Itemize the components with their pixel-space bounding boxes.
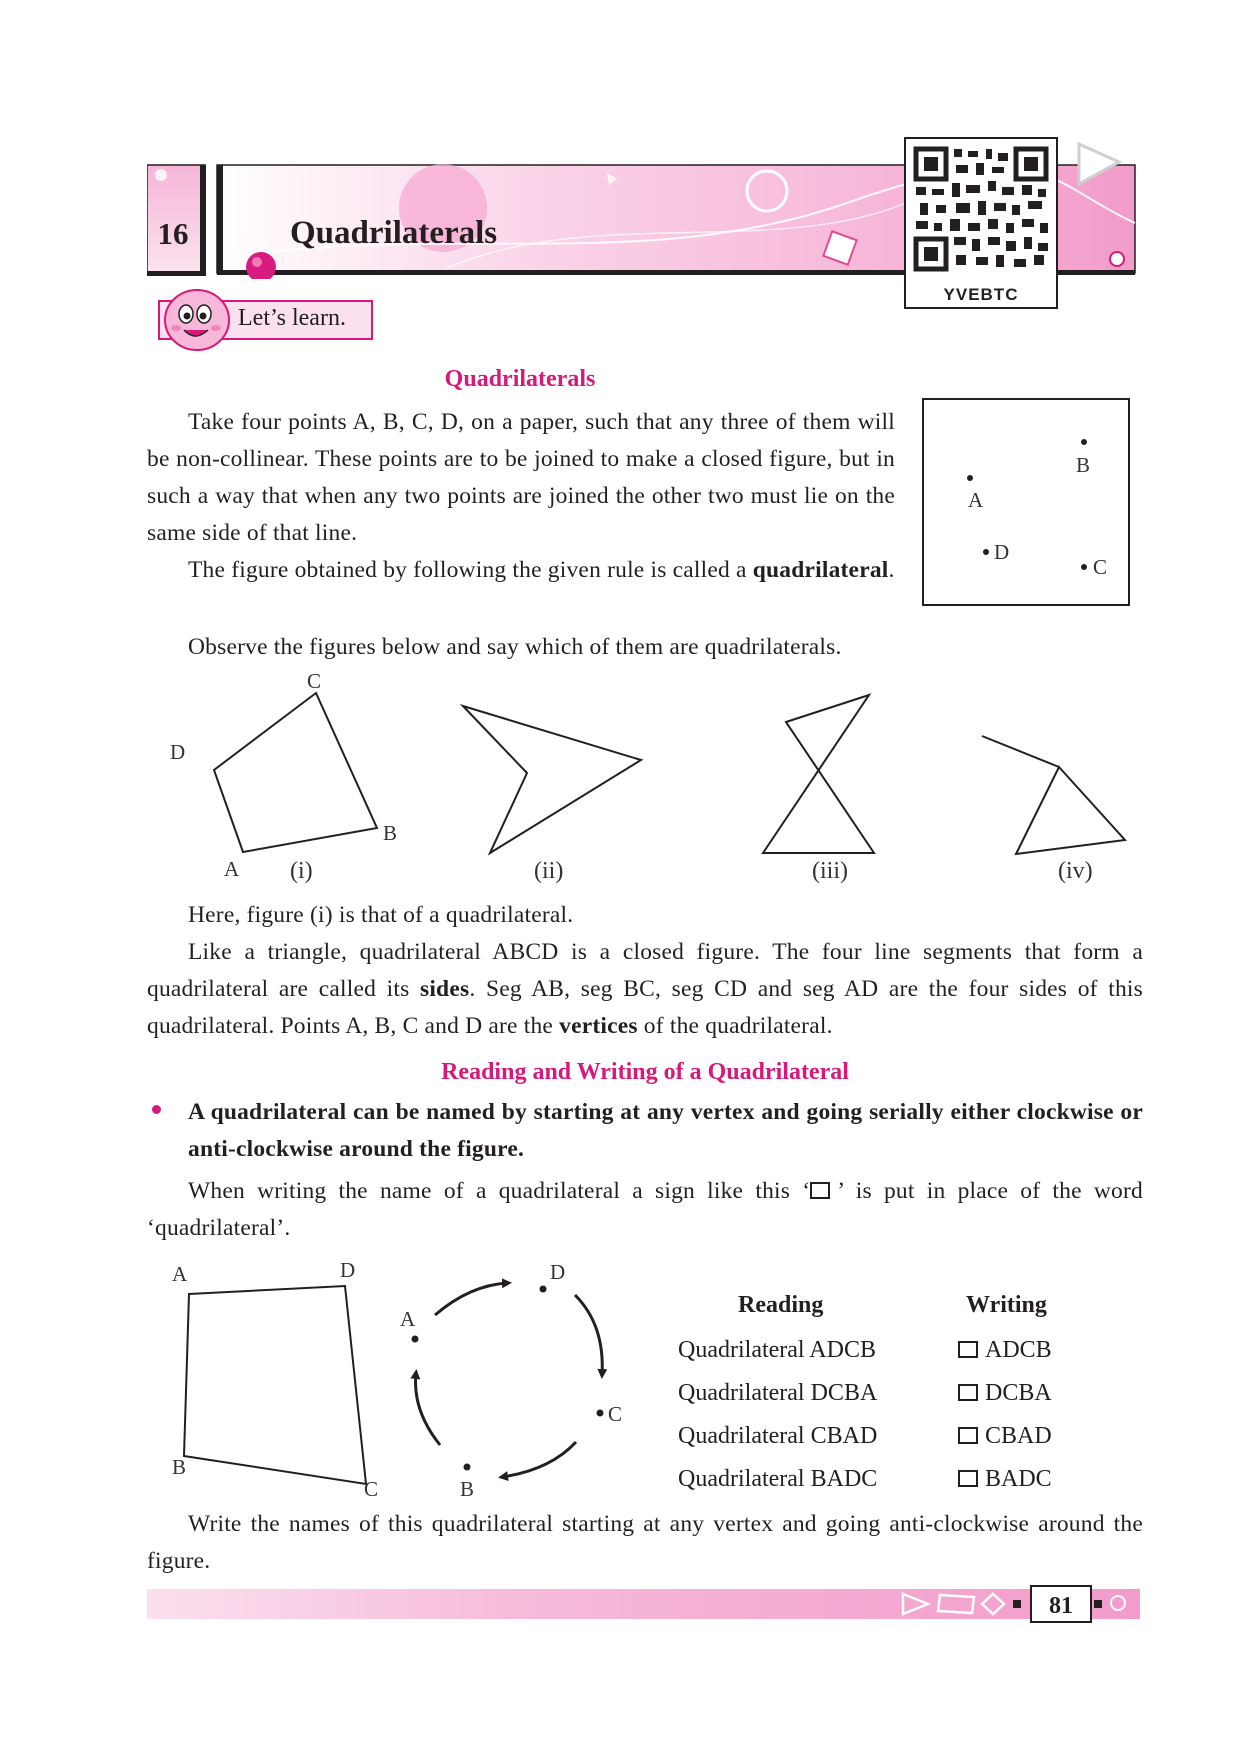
- definition-term: quadrilateral: [752, 557, 889, 583]
- table-row-reading: Quadrilateral CBAD: [678, 1423, 878, 1449]
- figures-row: [140, 660, 1140, 870]
- observe-instruction: Observe the figures below and say which of them are quadrilaterals.: [188, 634, 842, 660]
- sides-text-a: Like a triangle, quadrilateral ABCD is a closed figure. The four line segments that form a quadrilateral are called its: [147, 939, 1143, 1002]
- definition-text-prefix: The figure obtained by following the given rule is called a: [188, 557, 753, 583]
- point-label-a: A: [968, 488, 984, 512]
- sign-text-b: ’ is put in place of the word ‘quadrilateral’.: [147, 1178, 1143, 1241]
- diamond-shape-icon: [982, 1594, 1004, 1614]
- qr-code[interactable]: [904, 137, 1058, 309]
- section-heading-quadrilaterals: Quadrilaterals: [444, 366, 596, 392]
- exercise-instruction: Write the names of this quadrilateral starting at any vertex and going anti-clockwise around the figure.: [147, 1511, 1143, 1574]
- answer-text: Here, figure (i) is that of a quadrilateral.: [188, 902, 574, 928]
- chapter-number: 16: [157, 216, 189, 251]
- table-header-reading: Reading: [738, 1292, 824, 1318]
- table-row-writing-text: BADC: [985, 1466, 1052, 1492]
- section-heading-reading-writing: Reading and Writing of a Quadrilateral: [441, 1059, 849, 1085]
- footer-end-square: [1094, 1600, 1102, 1608]
- table-row-reading: Quadrilateral ADCB: [678, 1337, 876, 1363]
- figure-caption-iii: (iii): [812, 858, 848, 884]
- sides-vertices-paragraph: [147, 934, 1143, 1045]
- points-box: [922, 398, 1130, 606]
- quadrilateral-sign-icon: [958, 1470, 978, 1487]
- page-number: 81: [1030, 1585, 1092, 1623]
- table-row-reading: Quadrilateral DCBA: [678, 1380, 878, 1406]
- triangle-shape-icon: [903, 1594, 928, 1614]
- quadrilateral-sign-icon: [958, 1341, 978, 1358]
- lets-learn-label: Let’s learn.: [238, 305, 346, 331]
- chapter-title: Quadrilaterals: [290, 215, 498, 251]
- qr-code-pattern: [906, 139, 1056, 279]
- table-row-writing-text: ADCB: [985, 1337, 1052, 1363]
- figure-i-label-c: C: [307, 669, 322, 693]
- bullet-dot: [152, 1105, 161, 1114]
- rectangle-shape-icon: [938, 1595, 974, 1613]
- table-header-writing: Writing: [966, 1292, 1047, 1318]
- figure-i-label-d: D: [170, 740, 186, 764]
- table-row-writing-text: CBAD: [985, 1423, 1052, 1449]
- quad-label-b: B: [172, 1455, 187, 1479]
- sign-paragraph: [147, 1173, 1143, 1247]
- point-label-c: C: [1093, 555, 1108, 579]
- figure-i-quadrilateral: [214, 693, 377, 852]
- quad-label-d: D: [340, 1258, 356, 1282]
- quad-label-c: C: [364, 1477, 379, 1501]
- quadrilateral-sign-icon: [810, 1182, 830, 1199]
- table-row-writing: [958, 1380, 1052, 1407]
- cycle-label-c: C: [608, 1402, 623, 1426]
- smiley-face-icon: [162, 288, 232, 352]
- qr-code-text: YVEBTC: [943, 285, 1019, 304]
- quad-label-a: A: [172, 1262, 188, 1286]
- definition-paragraph: [147, 552, 895, 589]
- point-label-d: D: [994, 540, 1010, 564]
- clockwise-cycle-figure: [390, 1265, 650, 1505]
- footer-end-circle: [1110, 1595, 1126, 1611]
- table-row-writing: [958, 1466, 1052, 1493]
- figure-caption-iv: (iv): [1058, 858, 1093, 884]
- vertices-term: vertices: [559, 1013, 638, 1039]
- figure-caption-ii: (ii): [534, 858, 564, 884]
- sign-text-a: When writing the name of a quadrilateral a sign like this ‘: [188, 1178, 811, 1204]
- figure-iii-shape: [763, 695, 874, 853]
- sides-text-c: . Seg AB, seg BC, seg CD and seg AD are the four sides of this quadrilateral. Points A, B, C and D are the: [147, 976, 1143, 1039]
- naming-rule: A quadrilateral can be named by starting at any vertex and going serially either clockwise or anti-clockwise around the figure.: [188, 1099, 1143, 1162]
- figure-caption-i: (i): [290, 858, 313, 884]
- figure-i-label-a: A: [224, 857, 240, 881]
- definition-text-suffix: .: [888, 557, 895, 583]
- table-row-writing-text: DCBA: [985, 1380, 1052, 1406]
- table-row-writing: [958, 1337, 1052, 1364]
- cycle-label-d: D: [550, 1260, 566, 1284]
- figure-iv-shape: [1016, 767, 1125, 854]
- figure-ii-shape: [463, 706, 641, 853]
- figure-i-label-b: B: [383, 821, 398, 845]
- quadrilateral-sign-icon: [958, 1427, 978, 1444]
- cycle-label-b: B: [460, 1477, 475, 1501]
- table-row-reading: Quadrilateral BADC: [678, 1466, 878, 1492]
- cycle-label-a: A: [400, 1307, 416, 1331]
- play-triangle-icon: [1075, 140, 1125, 190]
- footer-shapes: [898, 1589, 1028, 1619]
- quadrilateral-adcb-figure: [170, 1265, 390, 1505]
- sides-term: sides: [419, 976, 470, 1002]
- point-label-b: B: [1076, 453, 1091, 477]
- intro-paragraph: Take four points A, B, C, D, on a paper, such that any three of them will be non-collinear. These points are to be joined to make a closed figure, but in such a way that when any two points are joined the other two must lie on the same side of that line.: [147, 409, 895, 546]
- table-row-writing: [958, 1423, 1052, 1450]
- sides-text-e: of the quadrilateral.: [637, 1013, 833, 1039]
- quadrilateral-sign-icon: [958, 1384, 978, 1401]
